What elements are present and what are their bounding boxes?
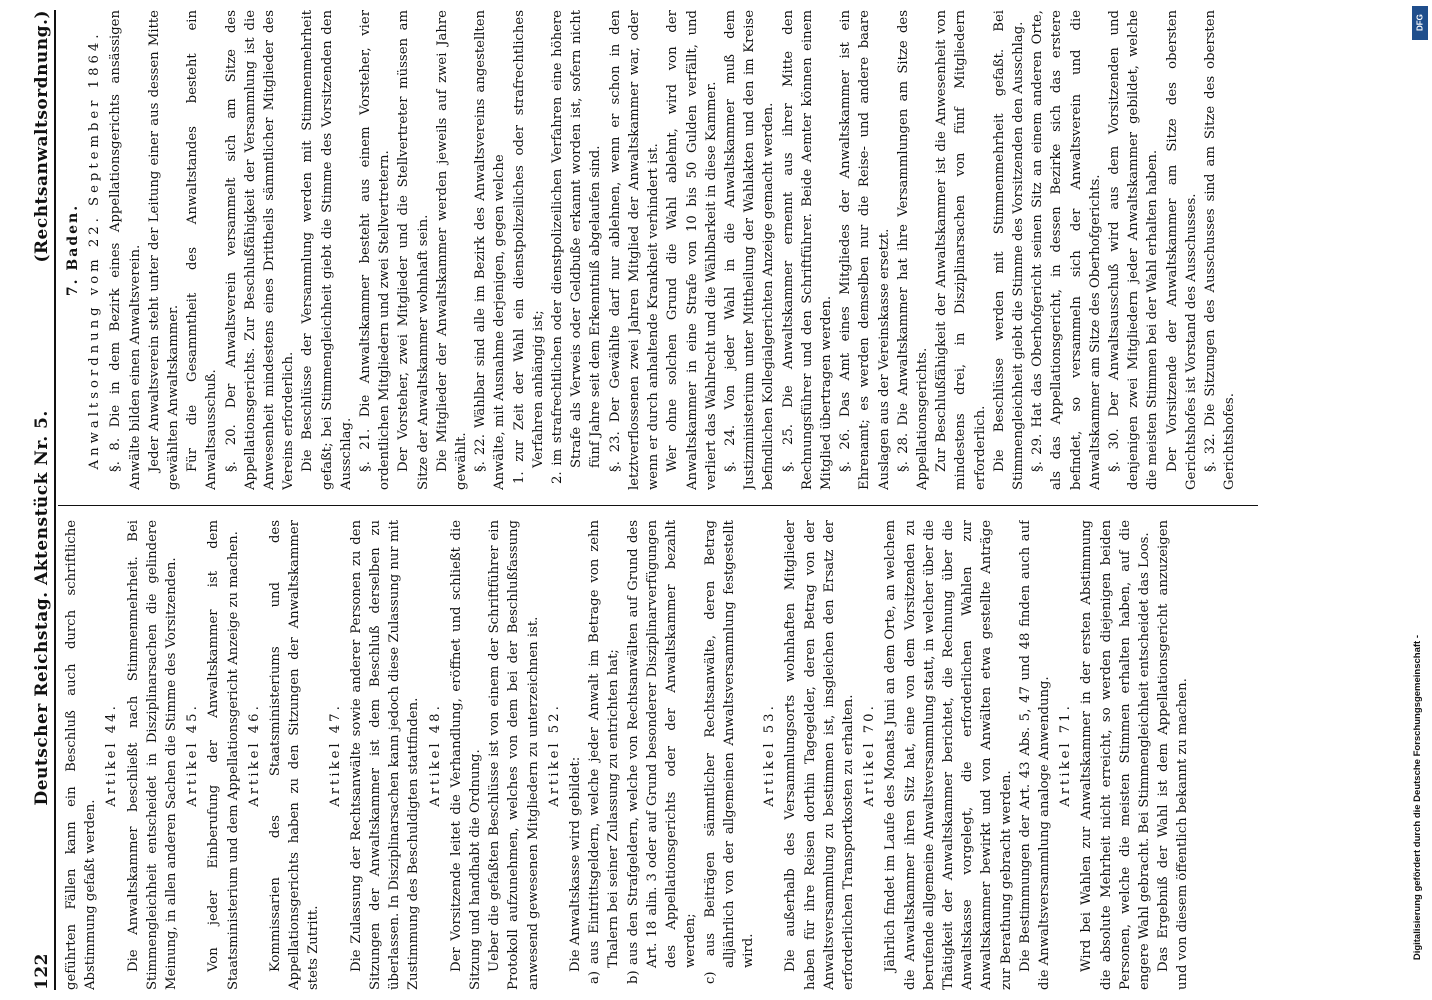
digitization-note: Digitalisierung gefördert durch die Deutsche Forschungsgemeinschaft - bbox=[1411, 634, 1423, 960]
paragraph: Die Mitglieder der Anwaltskammer werden jeweils auf zwei Jahre gewählt. bbox=[434, 10, 470, 490]
article-heading: Artikel 46. bbox=[246, 703, 262, 807]
list-item: c) aus Beiträgen sämmtlicher Rechtsanwälte, deren Betrag alljährlich von der allgemeinen Anwaltsversammlung festgestellt wird. bbox=[702, 520, 756, 984]
paragraph: §. 30. Der Anwaltsausschuß wird aus dem Vorsitzenden und denjenigen zwei Mitgliedern jeder Anwaltskammer gebildet, welche die meisten Stimmen bei der Wahl erhalten haben. bbox=[1106, 10, 1161, 490]
paragraph: §. 25. Die Anwaltskammer ernennt aus ihrer Mitte den Rechnungsführer und den Schriftführer. Beide Aemter können einem Mitglied übertragen werden. bbox=[780, 10, 834, 490]
paragraph: Die Anwaltskammer beschließt nach Stimmenmehrheit. Bei Stimmengleichheit entscheidet in Disziplinarsachen die gelindere Meinung, in allen anderen Sachen die Stimme des Vorsitzenden. bbox=[125, 520, 180, 990]
paragraph: Ueber die gefaßten Beschlüsse ist von einem der Schriftführer ein Protokoll aufzunehmen, welches von dem bei der Beschlußfassung anwesend gewesenen Mitgliedern zu unterzeichnen ist. bbox=[487, 520, 541, 990]
paragraph: Wer ohne solchen Grund die Wahl ablehnt, wird von der Anwaltskammer in eine Strafe von 10 bis 50 Gulden verfällt, und verliert das Wahlrecht und die Wählbarkeit in diese Kammer. bbox=[665, 10, 719, 490]
page-header bbox=[18, 10, 52, 990]
paragraph: Die Zulassung der Rechtsanwälte sowie anderer Personen zu den Sitzungen der Anwaltskammer ist dem Beschluß derselben zu überlassen. In Disziplinarsachen kann jedoch diese Zulassung nur mit Zustimmung des Beschuldigten stattfinden. bbox=[348, 520, 422, 990]
paragraph: §. 26. Das Amt eines Mitgliedes der Anwaltskammer ist ein Ehrenamt; es werden demselben nur die Reise- und andere baare Auslagen aus der Vereinskasse ersetzt. bbox=[838, 10, 892, 490]
paragraph: §. 22. Wählbar sind alle im Bezirk des Anwaltsvereins angestellten Anwälte, mit Ausnahme derjenigen, gegen welche bbox=[473, 10, 508, 490]
article-heading: Artikel 52. bbox=[546, 703, 562, 807]
section-subheading: Anwaltsordnung vom 22. September 1864. bbox=[87, 30, 103, 470]
digitization-sidebar bbox=[1402, 0, 1432, 1000]
column-divider bbox=[58, 505, 1258, 506]
article-heading: Artikel 70. bbox=[862, 703, 878, 807]
paragraph: §. 24. Von jeder Wahl in die Anwaltskammer muß dem Justizministerium unter Mittheilung der Wahlakten und den im Kreise befindlichen Kollegialgerichten Anzeige gemacht werden. bbox=[722, 10, 777, 490]
article-heading: Artikel 44. bbox=[104, 703, 120, 807]
paragraph: Die Anwaltskasse wird gebildet: bbox=[568, 756, 584, 972]
paragraph: §. 32. Die Sitzungen des Ausschusses sind am Sitze des obersten Gerichtshofes. bbox=[1202, 10, 1238, 490]
page-number: 122 bbox=[32, 953, 52, 990]
paragraph: §. 29. Hat das Oberhofgericht seinen Sitz an einem anderen Orte, als das Appellationsgericht, in dessen Bezirke sich das erstere befindet, so versammeln sich der Anwaltsverein und die Anwaltskammer am Sitze des Oberhofgerichts. bbox=[1030, 10, 1103, 490]
list-item: a) aus Eintrittsgeldern, welche jeder Anwalt im Betrage von zehn Thalern bei seiner Zulassung zu entrichten hat; bbox=[587, 520, 622, 984]
paragraph: Die Bestimmungen der Art. 43 Abs. 5, 47 und 48 finden auch auf die Anwaltsversammlung analoge Anwendung. bbox=[1017, 520, 1052, 990]
paragraph: geführten Fällen kann ein Beschluß auch durch schriftliche Abstimmung gefaßt werden. bbox=[64, 520, 99, 990]
paragraph: §. 21. Die Anwaltskammer besteht aus einem Vorsteher, vier ordentlichen Mitgliedern und zwei Stellvertretern. bbox=[358, 10, 393, 490]
paragraph: Das Ergebniß der Wahl ist dem Appellationsgericht anzuzeigen und von diesem öffentlich bekannt zu machen. bbox=[1156, 520, 1191, 990]
list-item: 2. im strafrechtlichen oder dienstpolizeilichen Verfahren eine höhere Strafe als Verweis oder Geldbuße erkannt worden ist, sofern nicht fünf Jahre seit dem Erkenntniß abgelaufen sind. bbox=[550, 10, 604, 484]
list-item: b) aus den Strafgeldern, welche von Rechtsanwälten auf Grund des Art. 18 alin. 3 oder auf Grund besonderer Disziplinarverfügungen des Appellationsgerichts oder der Anwaltskammer bezahlt werden; bbox=[625, 520, 699, 984]
paragraph: Die außerhalb des Versammlungsorts wohnhaften Mitglieder haben für ihre Reisen dorthin Tagegelder, deren Betrag von der Anwaltsversammlung zu bestimmen ist, insgleichen den Ersatz der erforderlichen Transportkosten zu erhalten. bbox=[783, 520, 856, 990]
paragraph: Zur Beschlußfähigkeit der Anwaltskammer ist die Anwesenheit von mindestens drei, in Disziplinarsachen von fünf Mitgliedern erforderlich. bbox=[934, 10, 988, 490]
paragraph: Die Beschlüsse werden mit Stimmenmehrheit gefaßt. Bei Stimmengleichheit giebt die Stimme des Vorsitzenden den Ausschlag. bbox=[991, 10, 1026, 490]
paragraph: Kommissarien des Staatsministeriums und des Appellationsgerichts haben zu den Sitzungen der Anwaltskammer stets Zutritt. bbox=[268, 520, 322, 990]
paragraph: Jährlich findet im Laufe des Monats Juni an dem Orte, an welchem die Anwaltskammer ihren Sitz hat, eine von dem Vorsitzenden zu berufende allgemeine Anwaltsversammlung statt, in welcher über die Thätigkeit der Anwaltskammer berichtet, die Rechnung über die Anwaltskasse vorgelegt, die erforderlichen Wahlen zur Anwaltskammer bewirkt und von Anwälten etwa gestellte Anträge zur Berathung gebracht werden. bbox=[883, 520, 1014, 990]
paragraph: Für die Gesammtheit des Anwaltstandes besteht ein Anwaltsausschuß. bbox=[185, 10, 220, 490]
paragraph: Der Vorsitzende leitet die Verhandlung, eröffnet und schließt die Sitzung und handhabt die Ordnung. bbox=[448, 520, 484, 990]
list-item: 1. zur Zeit der Wahl ein dienstpolizeiliches oder strafrechtliches Verfahren anhängig ist; bbox=[511, 10, 546, 484]
paragraph: Der Vorsitzende der Anwaltskammer am Sitze des obersten Gerichtshofes ist Vorstand des Ausschusses. bbox=[1164, 10, 1199, 490]
article-heading: Artikel 45. bbox=[185, 703, 201, 807]
article-heading: Artikel 47. bbox=[327, 703, 343, 807]
paragraph: §. 20. Der Anwaltsverein versammelt sich am Sitze des Appellationsgerichts. Zur Beschlußfähigkeit der Versammlung ist die Anwesenheit mindestens eines Drittheils sämmtlicher Mitglieder des Vereins erforderlich. bbox=[223, 10, 297, 490]
paragraph: Jeder Anwaltsverein steht unter der Leitung einer aus dessen Mitte gewählten Anwaltskammer. bbox=[146, 10, 182, 490]
paragraph: §. 28. Die Anwaltskammer hat ihre Versammlungen am Sitze des Appellationsgerichts. bbox=[895, 10, 930, 490]
dfg-logo: DFG bbox=[1412, 6, 1428, 40]
paragraph: Der Vorsteher, zwei Mitglieder und die Stellvertreter müssen am Sitze der Anwaltskammer wohnhaft sein. bbox=[396, 10, 431, 490]
section-heading: 7. Baden. bbox=[65, 203, 81, 297]
article-heading: Artikel 48. bbox=[427, 703, 443, 807]
paragraph: Wird bei Wahlen zur Anwaltskammer in der ersten Abstimmung die absolute Mehrheit nicht erreicht, so werden diejenigen beiden Personen, welche die meisten Stimmen erhalten haben, auf die engere Wahl gebracht. Bei Stimmengleichheit entscheidet das Loos. bbox=[1079, 520, 1152, 990]
header-rule bbox=[54, 10, 56, 990]
right-column bbox=[62, 10, 1262, 490]
paragraph: Die Beschlüsse der Versammlung werden mit Stimmenmehrheit gefaßt; bei Stimmengleichheit giebt die Stimme des Vorsitzenden den Ausschlag. bbox=[300, 10, 354, 490]
left-column bbox=[62, 520, 1262, 990]
paragraph: §. 8. Die in dem Bezirk eines Appellationsgerichts ansässigen Anwälte bilden einen Anwaltsverein. bbox=[108, 10, 143, 490]
article-heading: Artikel 53. bbox=[762, 703, 778, 807]
paragraph: Von jeder Einberufung der Anwaltskammer ist dem Staatsministerium und dem Appellationsgericht Anzeige zu machen. bbox=[206, 520, 241, 990]
article-heading: Artikel 71. bbox=[1058, 703, 1074, 807]
page-subtitle: (Rechtsanwaltsordnung.) bbox=[32, 10, 52, 263]
paragraph: §. 23. Der Gewählte darf nur ablehnen, wenn er schon in den letztverflossenen zwei Jahren Mitglied der Anwaltskammer war, oder wenn er durch anhaltende Krankheit verhindert ist. bbox=[607, 10, 662, 490]
page-title: Deutscher Reichstag. Aktenstück Nr. 5. bbox=[32, 410, 52, 806]
